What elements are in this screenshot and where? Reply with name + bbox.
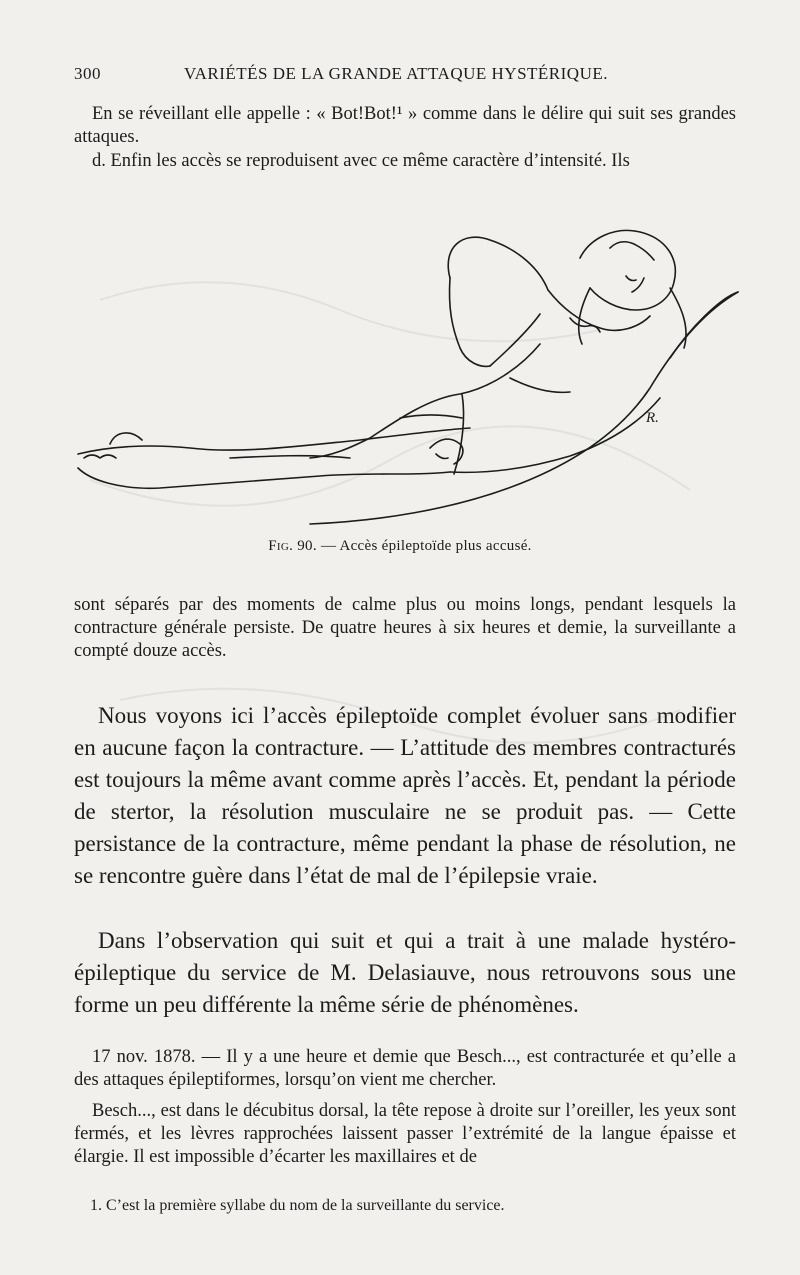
footnote: 1. C’est la première syllabe du nom de la surveillante du service. [90,1197,505,1214]
paragraph-3: sont séparés par des moments de calme plus ou moins longs, pendant lesquels la contracture générale persiste. De quatre heures à six heures et demie, la surveillante a compté douze accès. [74,595,736,661]
paragraph-4: Nous voyons ici l’accès épileptoïde complet évoluer sans modifier en aucune façon la contracture. — L’attitude des membres contracturés est toujours la même avant comme après l’accès. Et, pendant la période de stertor, la résolution musculaire ne se produit pas. — Cette persistance de la contracture, même pendant la phase de résolution, ne se rencontre guère dans l’état de mal de l’épilepsie vraie. [74,703,736,888]
figure-caption [0,538,800,555]
paragraph-7: Besch..., est dans le décubitus dorsal, la tête repose à droite sur l’oreiller, les yeux sont fermés, et les lèvres rapprochées laissent passer l’extrémité de la langue épaisse et élargie. Il est impossible d’écarter les maxillaires et de [74,1101,736,1167]
running-header [74,64,740,88]
paragraph-6: 17 nov. 1878. — Il y a une heure et demie que Besch..., est contracturée et qu’elle a des attaques épileptiformes, lorsqu’on vient me chercher. [74,1047,736,1090]
figure-illustration [70,218,750,528]
paragraph-5: Dans l’observation qui suit et qui a trait à une malade hystéro-épileptique du service de M. Delasiauve, nous retrouvons sous une forme un peu différente la même série de phénomènes. [74,928,736,1017]
figure-caption-label: Fig. 90. [268,538,317,554]
paragraph-2: d. Enfin les accès se reproduisent avec ce même caractère d’intensité. Ils [92,151,630,171]
running-title: VARIÉTÉS DE LA GRANDE ATTAQUE HYSTÉRIQUE. [184,64,608,83]
figure-caption-text: — Accès épileptoïde plus accusé. [320,538,532,554]
paragraph-1: En se réveillant elle appelle : « Bot!Bot!¹ » comme dans le délire qui suit ses grandes attaques. [74,104,736,147]
page-number: 300 [74,64,101,83]
artist-signature: R. [646,410,659,426]
